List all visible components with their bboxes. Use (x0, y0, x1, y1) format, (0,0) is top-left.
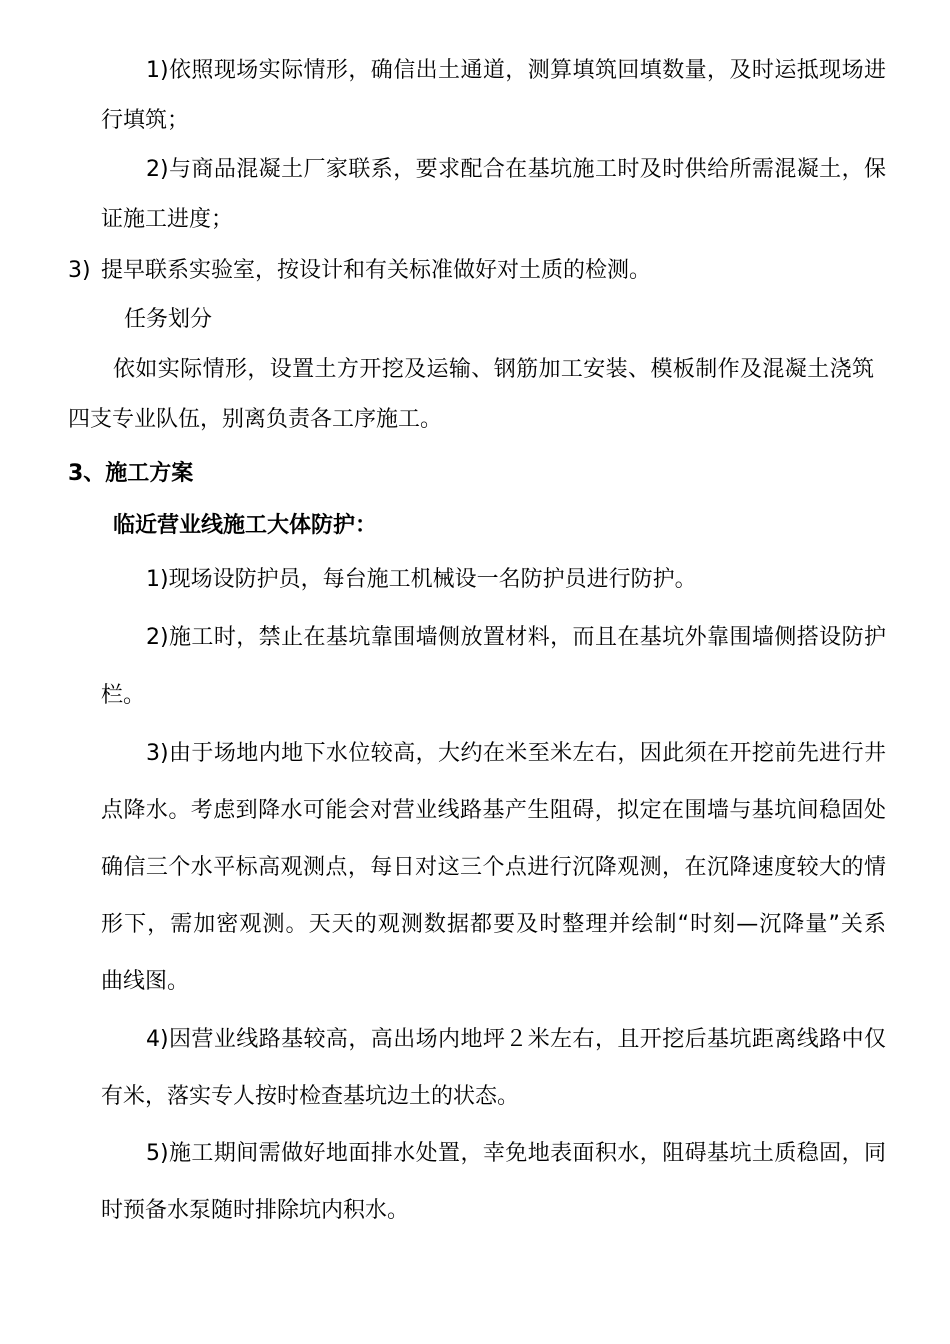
paragraph-2-line-2: 证施工进度； (101, 207, 234, 232)
item-4-line-2: 有米，落实专人按时检查基坑边土的状态。 (101, 1084, 520, 1109)
item-3-line-5: 曲线图。 (101, 969, 190, 994)
item-5-line-1: 5)施工期间需做好地面排水处置，幸免地表面积水，阻碍基坑土质稳固，同 (146, 1141, 886, 1166)
item-3-line-3: 确信三个水平标高观测点，每日对这三个点进行沉降观测，在沉降速度较大的情 (101, 855, 886, 880)
item-3-line-1: 3)由于场地内地下水位较高，大约在米至米左右，因此须在开挖前先进行井 (146, 741, 886, 766)
item-2-line-2: 栏。 (101, 683, 146, 708)
paragraph-4-line-1: 依如实际情形，设置土方开挖及运输、钢筋加工安装、模板制作及混凝土浇筑 (113, 357, 874, 382)
paragraph-1-line-2: 行填筑； (101, 108, 190, 133)
paragraph-1-line-1: 1)依照现场实际情形，确信出土通道，测算填筑回填数量，及时运抵现场进 (146, 58, 886, 83)
item-5-line-2: 时预备水泵随时排除坑内积水。 (101, 1198, 410, 1223)
item-1: 1)现场设防护员，每台施工机械设一名防护员进行防护。 (146, 567, 697, 592)
paragraph-2-line-1: 2)与商品混凝土厂家联系，要求配合在基坑施工时及时供给所需混凝土，保 (146, 157, 886, 182)
subsection-title: 临近营业线施工大体防护： (113, 513, 378, 538)
section-3-title: 3、施工方案 (68, 461, 194, 486)
paragraph-3-text: 提早联系实验室，按设计和有关标准做好对土质的检测。 (101, 258, 652, 283)
subheading-task-division: 任务划分 (124, 307, 213, 332)
item-2-line-1: 2)施工时，禁止在基坑靠围墙侧放置材料，而且在基坑外靠围墙侧搭设防护 (146, 625, 886, 650)
item-4-line-1: 4)因营业线路基较高，高出场内地坪２米左右，且开挖后基坑距离线路中仅 (146, 1027, 886, 1052)
paragraph-3-number: 3) (68, 258, 91, 283)
item-3-line-4: 形下，需加密观测。天天的观测数据都要及时整理并绘制“时刻—沉降量”关系 (101, 912, 886, 937)
item-3-line-2: 点降水。考虑到降水可能会对营业线路基产生阻碍，拟定在围墙与基坑间稳固处 (101, 798, 886, 823)
paragraph-4-line-2: 四支专业队伍，别离负责各工序施工。 (68, 407, 443, 432)
